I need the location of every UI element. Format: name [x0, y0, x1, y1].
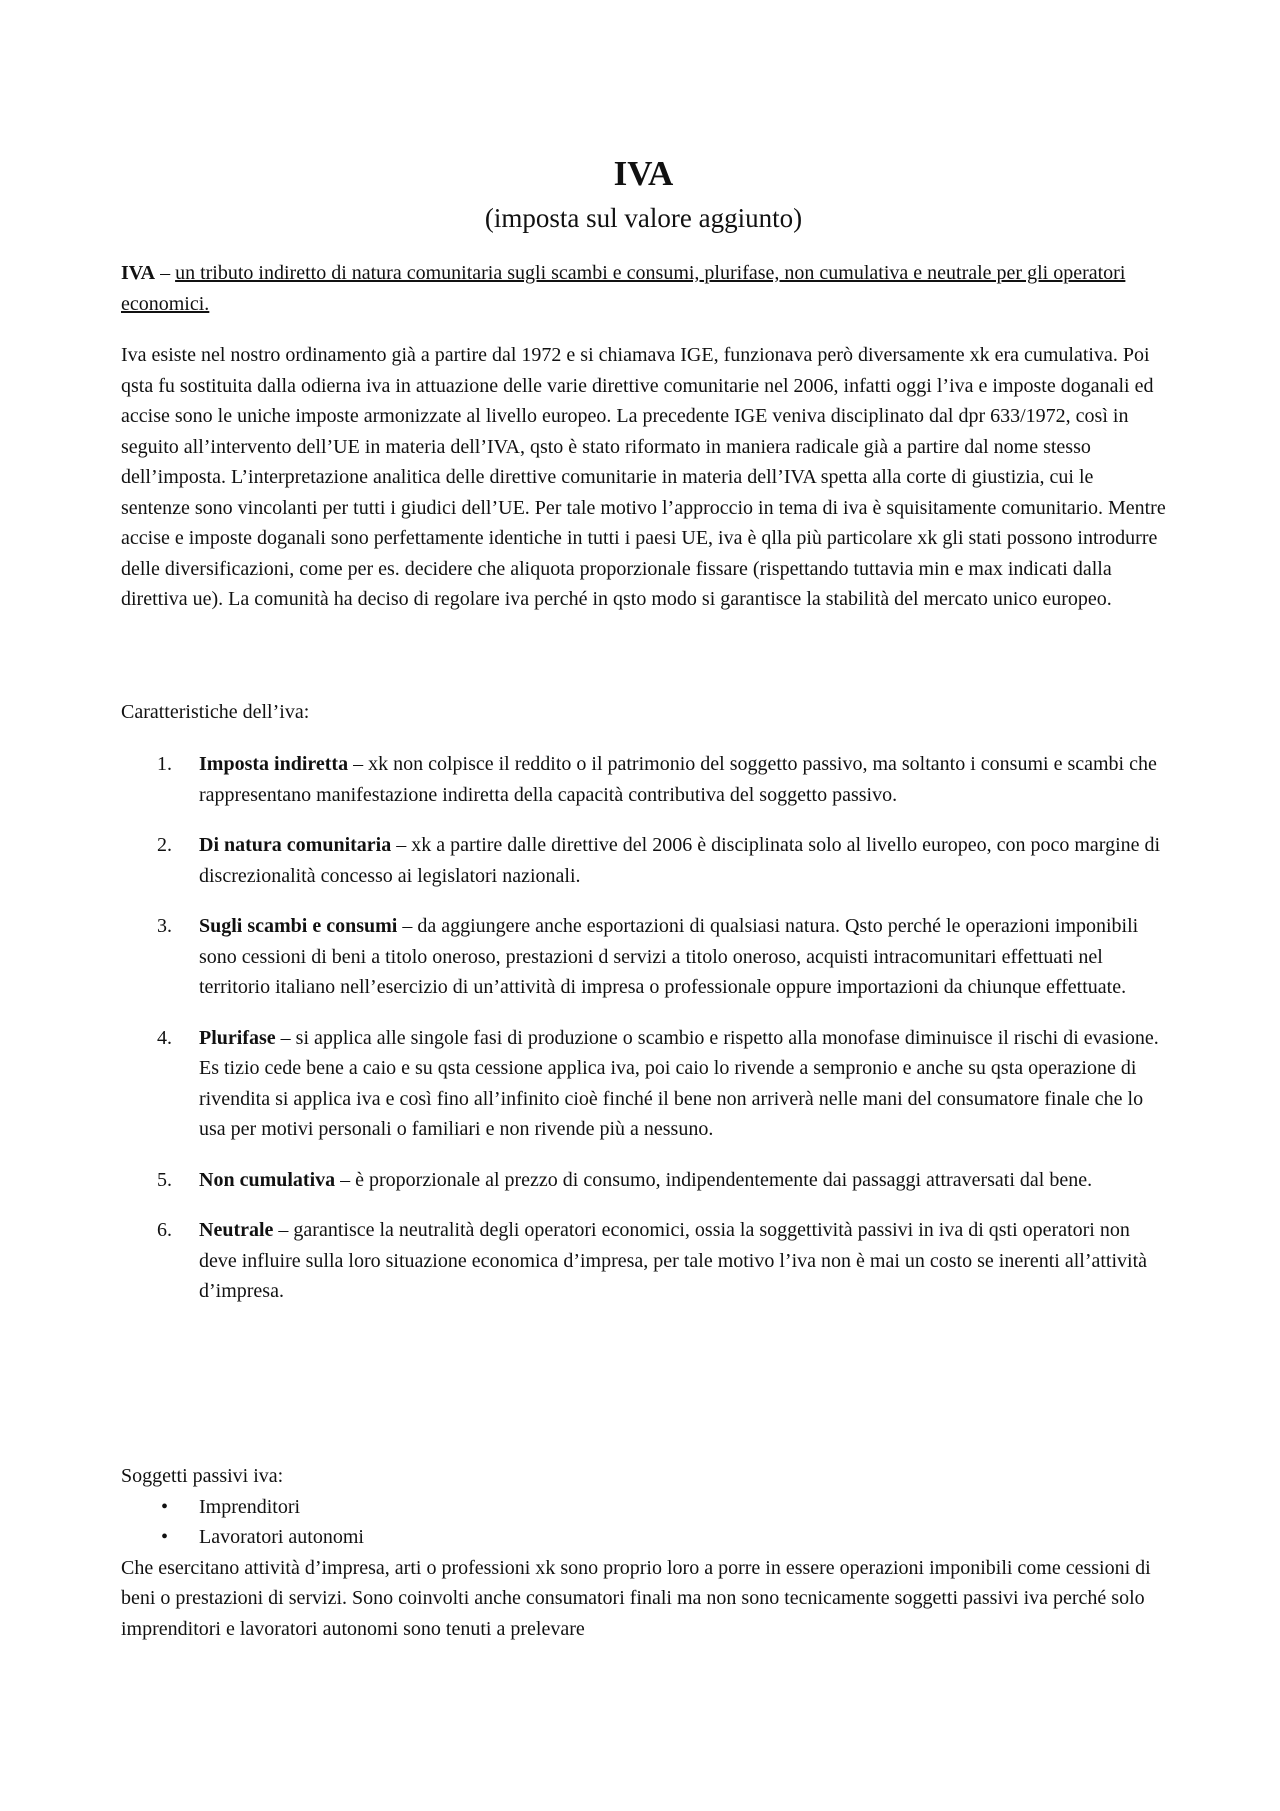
list-item [121, 830, 1166, 891]
document-subtitle: (imposta sul valore aggiunto) [484, 203, 803, 233]
definition-dash: – [155, 262, 176, 284]
list-item [121, 1492, 1166, 1523]
list-item-term: Non cumulativa [199, 1168, 336, 1191]
bullet-icon: • [161, 1526, 169, 1548]
list-item-term: Sugli scambi e consumi [199, 915, 398, 937]
list-item-text: – garantisce la neutralità degli operatori economici, ossia la soggettività passivi in iva di qsti operatori non deve influire sulla loro situazione economica d’impresa, per tale motivo l’iva non è mai un costo se inerenti all’attività d’impresa. [199, 1219, 1148, 1302]
list-item [121, 1023, 1166, 1145]
definition-text: un tributo indiretto di natura comunitaria sugli scambi e consumi, plurifase, non cumulativa e neutrale per gli operatori economici. [121, 262, 1126, 315]
list-item-term: Neutrale [199, 1219, 274, 1241]
list-item-number: 2. [157, 834, 172, 856]
list-item-label: Imprenditori [199, 1495, 301, 1518]
list-item [121, 1522, 1166, 1553]
list-item-number: 3. [157, 915, 172, 937]
bullet-icon: • [161, 1495, 169, 1518]
taxpayers-heading: Soggetti passivi iva: [121, 1465, 284, 1487]
list-item [121, 911, 1166, 1003]
definition-term: IVA [121, 262, 156, 284]
document-title: IVA [613, 154, 674, 193]
closing-paragraph: Che esercitano attività d’impresa, arti o professioni xk sono proprio loro a porre in essere operazioni imponibili come cessioni di beni o prestazioni di servizi. Sono coinvolti anche consumatori finali ma non sono tecnicamente soggetti passivi iva perché solo imprenditori e lavoratori autonomi sono tenuti a prelevare [121, 1556, 1151, 1640]
taxpayers-section [121, 1461, 1166, 1644]
list-item-text: – xk non colpisce il reddito o il patrimonio del soggetto passivo, ma soltanto i consumi e scambi che rappresentano manifestazione indiretta della capacità contributiva del soggetto passivo. [199, 753, 1157, 806]
characteristics-list [121, 749, 1166, 1327]
list-item-number: 5. [157, 1168, 172, 1191]
list-item [121, 1165, 1166, 1196]
list-item-term: Plurifase [199, 1026, 276, 1049]
list-item-text: – da aggiungere anche esportazioni di qualsiasi natura. Qsto perché le operazioni imponibili sono cessioni di beni a titolo oneroso, prestazioni d servizi a titolo oneroso, acquisti intracomunitari effettuati nel territorio italiano nell’esercizio di un’attività di impresa o professionale oppure importazioni da chiunque effettuate. [199, 915, 1139, 998]
taxpayers-list [121, 1492, 1166, 1553]
list-item-number: 6. [157, 1219, 172, 1241]
list-item-text: – è proporzionale al prezzo di consumo, indipendentemente dai passaggi attraversati dal bene. [335, 1168, 1093, 1191]
intro-paragraph: Iva esiste nel nostro ordinamento già a partire dal 1972 e si chiamava IGE, funzionava però diversamente xk era cumulativa. Poi qsta fu sostituita dalla odierna iva in attuazione delle varie direttive comunitarie nel 2006, infatti oggi l’iva e imposte doganali ed accise sono le uniche imposte armonizzate al livello europeo. La precedente IGE veniva disciplinato dal dpr 633/1972, così in seguito all’intervento dell’UE in materia dell’IVA, qsto è stato riformato in maniera radicale già a partire dal nome stesso dell’imposta. L’interpretazione analitica delle direttive comunitarie in materia dell’IVA spetta alla corte di giustizia, cui le sentenze sono vincolanti per tutti i giudici dell’UE. Per tale motivo l’approccio in tema di iva è squisitamente comunitario. Mentre accise e imposte doganali sono perfettamente identiche in tutti i paesi UE, iva è qlla più particolare xk gli stati possono introdurre delle diversificazioni, come per es. decidere che aliquota proporzionale fissare (rispettando tuttavia min e max indicati dalla direttiva ue). La comunità ha deciso di regolare iva perché in qsto modo si garantisce la stabilità del mercato unico europeo. [121, 344, 1166, 610]
list-item-term: Di natura comunitaria [199, 834, 392, 856]
list-item-text: – xk a partire dalle direttive del 2006 è disciplinata solo al livello europeo, con poco margine di discrezionalità concesso ai legislatori nazionali. [199, 834, 1161, 887]
list-item-text: – si applica alle singole fasi di produzione o scambio e rispetto alla monofase diminuisce il rischi di evasione. Es tizio cede bene a caio e su qsta cessione applica iva, poi caio lo rivende a sempronio e anche su qsta operazione di rivendita si applica iva e così fino all’infinito cioè finché il bene non arriverà nelle mani del consumatore finale che lo usa per motivi personali o familiari e non rivende più a nessuno. [199, 1026, 1159, 1140]
list-item-term: Imposta indiretta [199, 753, 349, 775]
list-item-number: 1. [157, 753, 172, 775]
definition-paragraph [121, 258, 1166, 319]
list-item-number: 4. [157, 1026, 172, 1049]
list-item-label: Lavoratori autonomi [199, 1526, 364, 1548]
list-item [121, 749, 1166, 810]
list-item [121, 1215, 1166, 1307]
characteristics-heading: Caratteristiche dell’iva: [121, 701, 310, 723]
